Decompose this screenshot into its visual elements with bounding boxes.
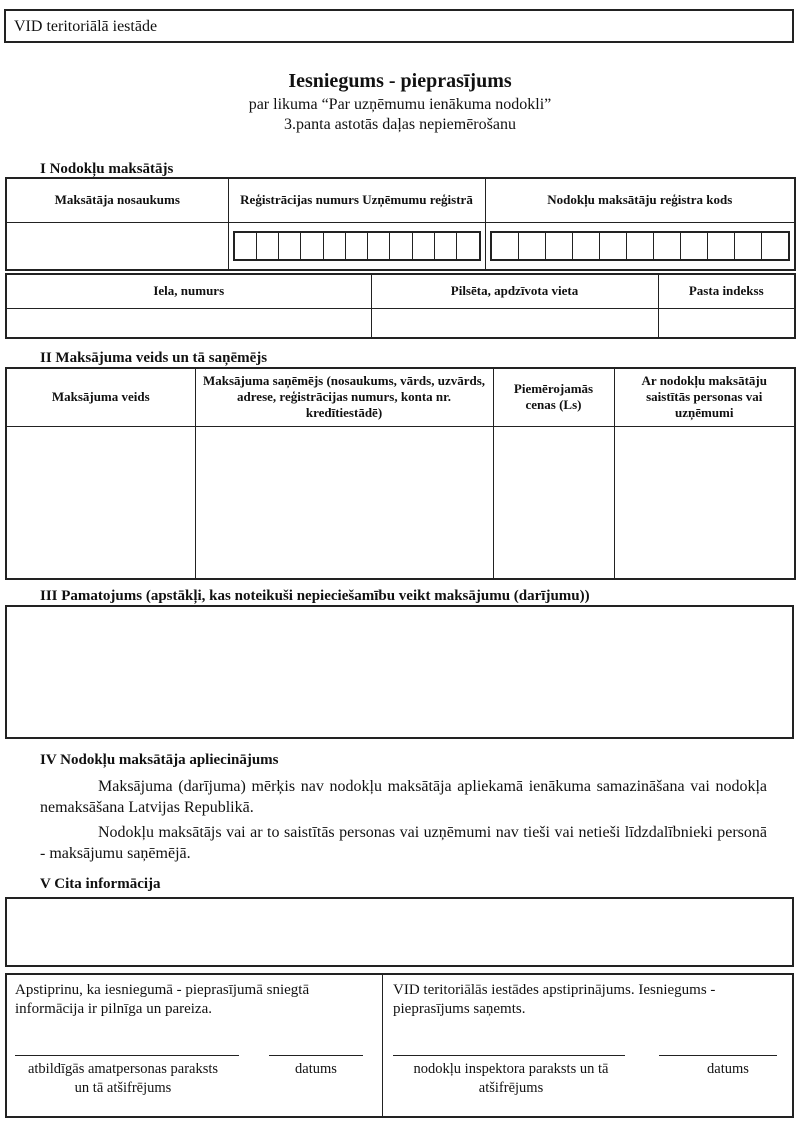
inspector-signature-line[interactable]	[393, 1055, 625, 1056]
taxpayer-table	[5, 177, 796, 271]
postal-code-field[interactable]	[658, 308, 795, 338]
declaration-paragraph-1	[40, 776, 767, 818]
other-information-field[interactable]	[5, 897, 794, 967]
taxpayer-date-label: datums	[295, 1061, 337, 1077]
taxpayer-code-digits[interactable]	[490, 231, 791, 261]
registration-number-cell	[228, 222, 485, 270]
col-related-persons: Ar nodokļu maksātāju saistītās personas vai uzņēmumi	[614, 368, 795, 426]
section1-heading: I Nodokļu maksātājs	[40, 161, 174, 177]
confirmation-section	[5, 973, 794, 1118]
inspector-signature-label: nodokļu inspektora paraksts un tā atšifrējums	[413, 1061, 609, 1096]
payer-name-field[interactable]	[6, 222, 228, 270]
col-postal-code: Pasta indekss	[658, 274, 795, 308]
declaration-text-2: Nodokļu maksātājs vai ar to saistītās personas vai uzņēmumi nav tieši vai netieši līdzdalībnieki personā - maksājumu saņēmējā.	[40, 824, 767, 862]
section3-heading: III Pamatojums (apstākļi, kas noteikuši nepieciešamību veikt maksājumu (darījumu))	[40, 588, 590, 604]
vid-date-line[interactable]	[659, 1055, 777, 1056]
taxpayer-confirmation-text: Apstiprinu, ka iesniegumā - pieprasījumā sniegtā informācija ir pilnīga un pareiza.	[15, 982, 310, 1017]
payment-type-field[interactable]	[6, 426, 195, 579]
city-field[interactable]	[371, 308, 658, 338]
street-field[interactable]	[6, 308, 371, 338]
territorial-office-box[interactable]	[4, 9, 794, 43]
col-street: Iela, numurs	[6, 274, 371, 308]
taxpayer-date-line[interactable]	[269, 1055, 363, 1056]
col-payment-type: Maksājuma veids	[6, 368, 195, 426]
document-subtitle-2: 3.panta astotās daļas nepiemērošanu	[284, 116, 516, 133]
section5-heading: V Cita informācija	[40, 876, 161, 892]
territorial-office-label: VID teritoriālā iestāde	[14, 18, 158, 35]
col-registration-number: Reģistrācijas numurs Uzņēmumu reģistrā	[228, 178, 485, 222]
section4-heading: IV Nodokļu maksātāja apliecinājums	[40, 752, 279, 768]
confirmation-divider	[382, 975, 383, 1116]
document-subtitle-1: par likuma “Par uzņēmumu ienākuma nodokli”	[248, 96, 552, 113]
declaration-paragraph-2	[40, 822, 767, 864]
col-payer-name: Maksātāja nosaukums	[6, 178, 228, 222]
related-persons-field[interactable]	[614, 426, 795, 579]
taxpayer-code-cell	[485, 222, 795, 270]
payment-recipient-field[interactable]	[195, 426, 493, 579]
document-title: Iesniegums - pieprasījums	[288, 70, 512, 92]
col-taxpayer-code: Nodokļu maksātāju reģistra kods	[485, 178, 795, 222]
col-payment-recipient: Maksājuma saņēmējs (nosaukums, vārds, uzvārds, adrese, reģistrācijas numurs, konta nr. kredītiestādē)	[195, 368, 493, 426]
declaration-text-1: Maksājuma (darījuma) mērķis nav nodokļu maksātāja apliekamā ienākuma samazināšana vai nodokļa nemaksāšana Latvijas Republikā.	[40, 778, 767, 816]
registration-number-digits[interactable]	[233, 231, 481, 261]
col-applicable-price: Piemērojamās cenas (Ls)	[493, 368, 614, 426]
official-signature-label: atbildīgās amatpersonas paraksts un tā atšifrējums	[27, 1061, 219, 1096]
vid-date-label: datums	[707, 1061, 749, 1077]
applicable-price-field[interactable]	[493, 426, 614, 579]
official-signature-line[interactable]	[15, 1055, 239, 1056]
col-city: Pilsēta, apdzīvota vieta	[371, 274, 658, 308]
section2-heading: II Maksājuma veids un tā saņēmējs	[40, 350, 268, 366]
address-table	[5, 273, 796, 339]
justification-field[interactable]	[5, 605, 794, 739]
vid-confirmation-text: VID teritoriālās iestādes apstiprinājums. Iesniegums - pieprasījums saņemts.	[393, 982, 716, 1017]
payment-table	[5, 367, 796, 580]
